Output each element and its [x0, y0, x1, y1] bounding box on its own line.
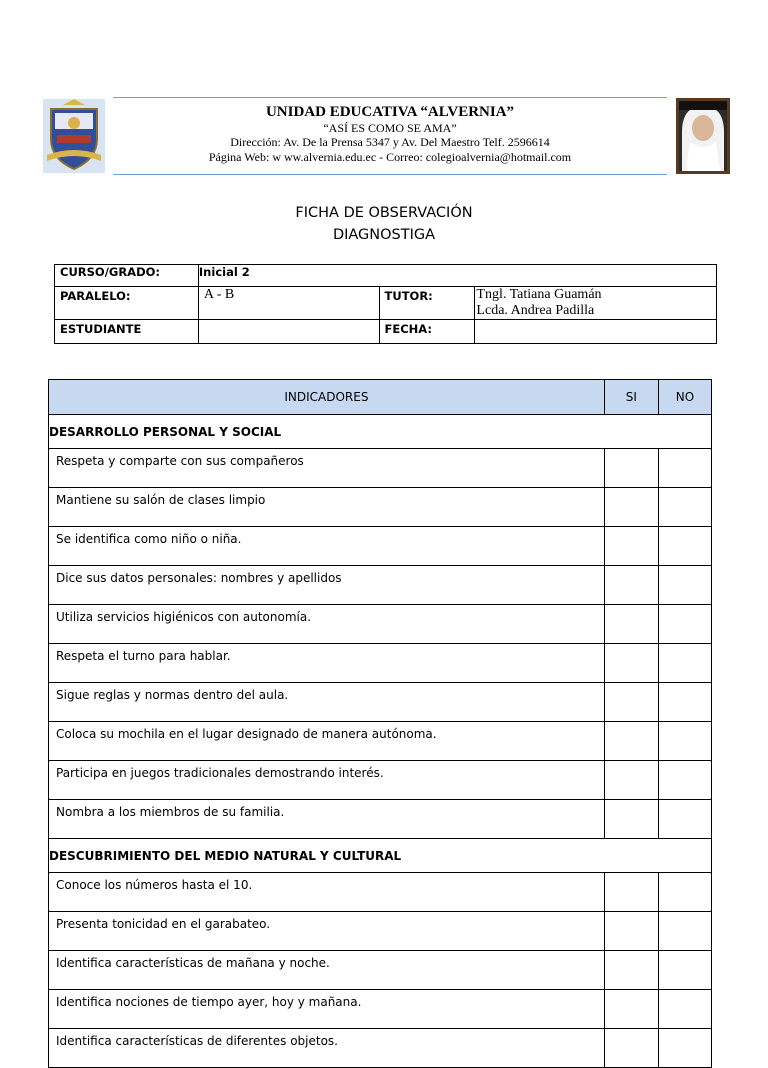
- si-checkbox-cell[interactable]: [604, 605, 658, 644]
- tutor-label: TUTOR:: [379, 287, 475, 320]
- tutor-name-2: Lcda. Andrea Padilla: [476, 303, 595, 318]
- indicator-text: Coloca su mochila en el lugar designado de manera autónoma.: [49, 722, 605, 761]
- indicator-text: Dice sus datos personales: nombres y apellidos: [49, 566, 605, 605]
- indicator-row: [49, 683, 712, 722]
- school-crest-logo: [43, 99, 105, 173]
- paralelo-value: A - B: [198, 287, 379, 320]
- si-checkbox-cell[interactable]: [604, 1029, 658, 1068]
- tutor-name-1: Tngl. Tatiana Guamán: [476, 287, 602, 302]
- si-checkbox-cell[interactable]: [604, 722, 658, 761]
- header-bottom-rule: [113, 174, 667, 175]
- no-checkbox-cell[interactable]: [658, 722, 711, 761]
- curso-value: Inicial 2: [198, 265, 716, 287]
- school-name: UNIDAD EDUCATIVA “ALVERNIA”: [265, 104, 515, 120]
- indicator-text: Nombra a los miembros de su familia.: [49, 800, 605, 839]
- si-checkbox-cell[interactable]: [604, 566, 658, 605]
- si-checkbox-cell[interactable]: [604, 683, 658, 722]
- school-web-contact: Página Web: w ww.alvernia.edu.ec - Correo: colegioalvernia@hotmail.com: [208, 149, 572, 164]
- no-checkbox-cell[interactable]: [658, 873, 711, 912]
- no-checkbox-cell[interactable]: [658, 527, 711, 566]
- indicator-row: [49, 644, 712, 683]
- indicator-row: [49, 800, 712, 839]
- school-motto: “ASÍ ES COMO SE AMA”: [323, 121, 457, 135]
- curso-label: CURSO/GRADO:: [55, 265, 199, 287]
- section-title: DESARROLLO PERSONAL Y SOCIAL: [49, 415, 712, 449]
- header-top-rule: [113, 97, 667, 98]
- indicator-row: [49, 912, 712, 951]
- indicator-text: Se identifica como niño o niña.: [49, 527, 605, 566]
- no-checkbox-cell[interactable]: [658, 488, 711, 527]
- fecha-label: FECHA:: [379, 320, 475, 344]
- section-title: DESCUBRIMIENTO DEL MEDIO NATURAL Y CULTURAL: [49, 839, 712, 873]
- no-checkbox-cell[interactable]: [658, 951, 711, 990]
- paralelo-label: PARALELO:: [55, 287, 199, 320]
- no-checkbox-cell[interactable]: [658, 1029, 711, 1068]
- indicator-text: Mantiene su salón de clases limpio: [49, 488, 605, 527]
- no-checkbox-cell[interactable]: [658, 566, 711, 605]
- indicator-row: [49, 527, 712, 566]
- tutor-value: [475, 287, 717, 320]
- info-row-estudiante: [55, 320, 717, 344]
- founder-portrait-image: [676, 98, 730, 174]
- header-indicadores: INDICADORES: [49, 380, 605, 415]
- indicator-text: Sigue reglas y normas dentro del aula.: [49, 683, 605, 722]
- document-title-line1: FICHA DE OBSERVACIÓN: [295, 205, 473, 221]
- indicator-row: [49, 1029, 712, 1068]
- si-checkbox-cell[interactable]: [604, 873, 658, 912]
- no-checkbox-cell[interactable]: [658, 683, 711, 722]
- indicator-text: Identifica características de diferentes objetos.: [49, 1029, 605, 1068]
- no-checkbox-cell[interactable]: [658, 912, 711, 951]
- section-row: [49, 415, 712, 449]
- indicator-row: [49, 951, 712, 990]
- info-row-paralelo: [55, 287, 717, 320]
- estudiante-field[interactable]: [198, 320, 379, 344]
- fecha-field[interactable]: [475, 320, 717, 344]
- document-title: [0, 202, 768, 246]
- indicator-row: [49, 566, 712, 605]
- si-checkbox-cell[interactable]: [604, 912, 658, 951]
- indicator-row: [49, 990, 712, 1029]
- document-title-line2: DIAGNOSTIGA: [332, 227, 436, 243]
- indicator-text: Participa en juegos tradicionales demostrando interés.: [49, 761, 605, 800]
- indicator-row: [49, 722, 712, 761]
- indicator-text: Identifica características de mañana y noche.: [49, 951, 605, 990]
- si-checkbox-cell[interactable]: [604, 449, 658, 488]
- si-checkbox-cell[interactable]: [604, 800, 658, 839]
- school-address: Dirección: Av. De la Prensa 5347 y Av. Del Maestro Telf. 2596614: [230, 135, 550, 150]
- indicator-text: Utiliza servicios higiénicos con autonomía.: [49, 605, 605, 644]
- si-checkbox-cell[interactable]: [604, 990, 658, 1029]
- header-si: SI: [604, 380, 658, 415]
- no-checkbox-cell[interactable]: [658, 761, 711, 800]
- indicator-text: Conoce los números hasta el 10.: [49, 873, 605, 912]
- si-checkbox-cell[interactable]: [604, 488, 658, 527]
- si-checkbox-cell[interactable]: [604, 951, 658, 990]
- indicator-row: [49, 605, 712, 644]
- si-checkbox-cell[interactable]: [604, 644, 658, 683]
- no-checkbox-cell[interactable]: [658, 800, 711, 839]
- indicator-text: Respeta el turno para hablar.: [49, 644, 605, 683]
- no-checkbox-cell[interactable]: [658, 990, 711, 1029]
- student-info-table: [54, 264, 717, 344]
- info-row-curso: [55, 265, 717, 287]
- indicator-row: [49, 449, 712, 488]
- no-checkbox-cell[interactable]: [658, 644, 711, 683]
- indicator-row: [49, 761, 712, 800]
- si-checkbox-cell[interactable]: [604, 761, 658, 800]
- indicator-row: [49, 873, 712, 912]
- observation-table: [48, 379, 712, 1068]
- indicator-text: Respeta y comparte con sus compañeros: [49, 449, 605, 488]
- no-checkbox-cell[interactable]: [658, 605, 711, 644]
- observation-table-header: [49, 380, 712, 415]
- school-header: [113, 103, 667, 164]
- estudiante-label: ESTUDIANTE: [55, 320, 199, 344]
- indicator-text: Presenta tonicidad en el garabateo.: [49, 912, 605, 951]
- no-checkbox-cell[interactable]: [658, 449, 711, 488]
- si-checkbox-cell[interactable]: [604, 527, 658, 566]
- header-no: NO: [658, 380, 711, 415]
- section-row: [49, 839, 712, 873]
- indicator-row: [49, 488, 712, 527]
- indicator-text: Identifica nociones de tiempo ayer, hoy y mañana.: [49, 990, 605, 1029]
